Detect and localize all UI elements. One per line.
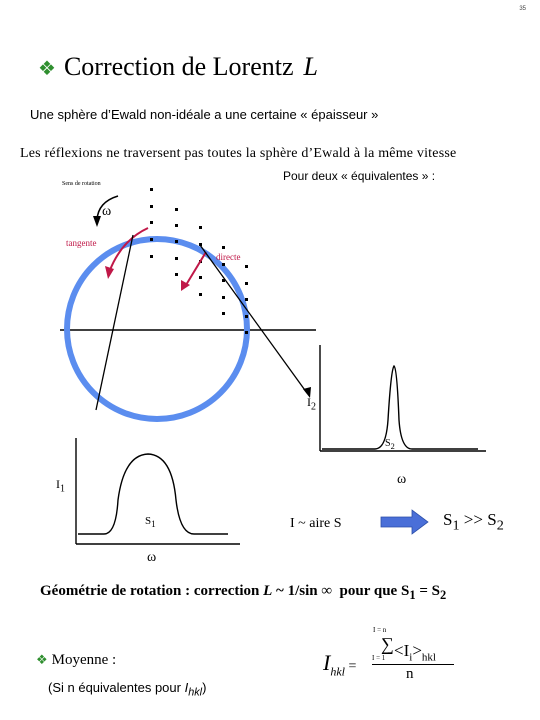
page-number: 35 [519, 6, 526, 12]
subtitle-speed: Les réflexions ne traversent pas toutes la sphère d’Ewald à la même vitesse [20, 146, 457, 161]
rotation-direction-label: Sens de rotation [62, 181, 101, 187]
ewald-sphere [67, 239, 247, 419]
sum-upper-bound: I = n [373, 626, 387, 634]
fraction-bar [372, 664, 454, 665]
sum-body: $<I_i>_{hkl}$ [394, 641, 436, 664]
formula-denominator: n [406, 666, 414, 682]
implication-arrow-icon [381, 510, 428, 534]
sum-sign: ∑ [381, 634, 394, 654]
rotation-arrowhead-icon [93, 216, 101, 227]
omega-rotation-label: ω [102, 204, 112, 219]
tangent-arrowhead-icon [105, 266, 114, 279]
intensity-area-relation: I ~ aire S [290, 516, 342, 531]
wide-profile-x-label: ω [147, 550, 157, 565]
formula-lhs: $I_{hkl}$ = [323, 650, 357, 679]
diamond-bullet-icon: ❖ [36, 652, 48, 667]
area-comparison: $S_1 >> S_2$ [443, 510, 504, 534]
direct-arrow [186, 252, 206, 285]
beam-direct [200, 245, 307, 393]
narrow-profile-curve [322, 366, 478, 449]
narrow-profile-x-label: ω [397, 472, 407, 487]
subtitle-thickness: Une sphère d’Ewald non-idéale a une certaine « épaisseur » [30, 107, 379, 122]
wide-profile-area-label: $S_1$ [145, 515, 156, 530]
direct-label: directe [216, 252, 241, 262]
narrow-profile-area-label: $S_2$ [385, 438, 395, 451]
equivalents-intro: Pour deux « équivalentes » : [283, 169, 436, 183]
title-text: Correction de Lorentz [63, 52, 294, 81]
rotation-geometry-statement: Géométrie de rotation : correction L ~ 1/sin ∞ pour que $S_1 = S_2$ [40, 583, 447, 602]
narrow-profile-y-label: $I_2$ [307, 395, 316, 413]
diamond-bullet-icon: ❖ [38, 58, 56, 80]
sum-lower-bound: I = 1 [372, 654, 386, 662]
tangent-label: tangente [66, 238, 97, 248]
average-heading: ❖ Moyenne : [36, 652, 117, 668]
average-note: (Si n équivalentes pour $I_{hkl}$) [48, 680, 207, 699]
title-symbol: L [303, 52, 318, 81]
wide-profile-y-label: $I_1$ [56, 477, 65, 495]
